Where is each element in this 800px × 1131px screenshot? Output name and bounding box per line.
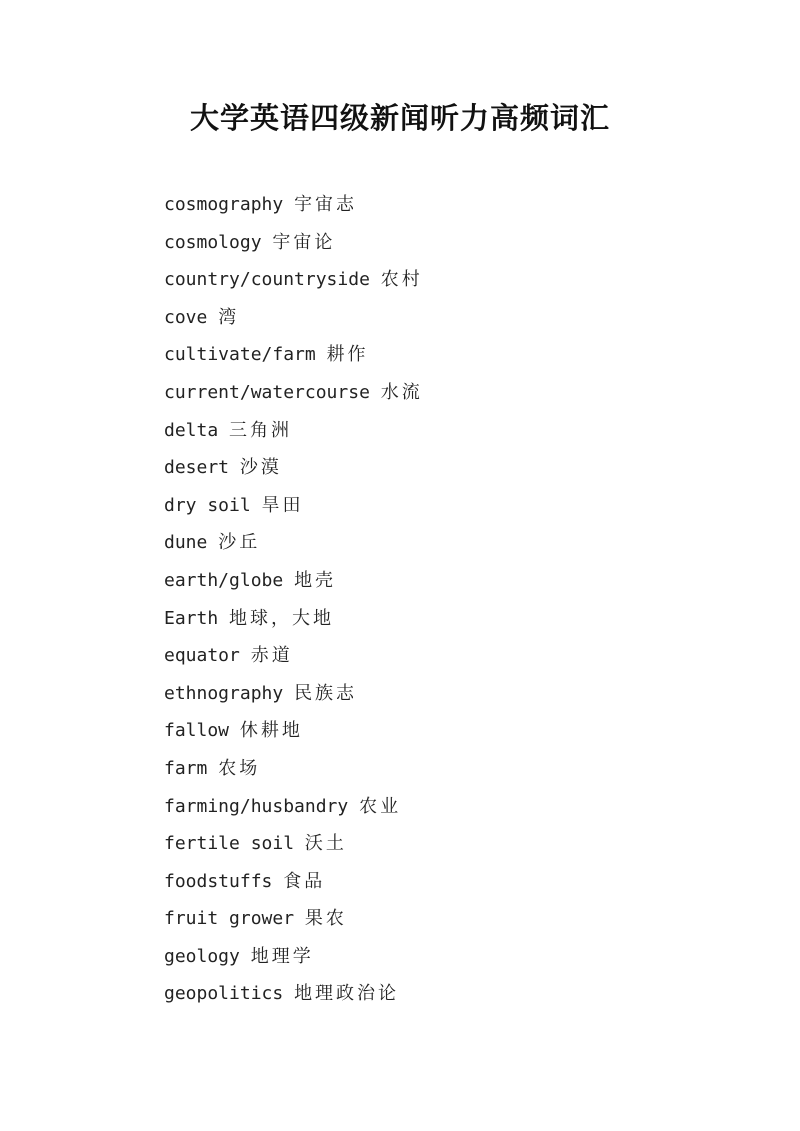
document-title: 大学英语四级新闻听力高频词汇: [189, 101, 610, 135]
vocab-term: farming/husbandry: [164, 795, 349, 817]
vocab-entry: [164, 374, 423, 412]
vocab-term: cosmography: [164, 194, 284, 215]
vocab-term: country/countryside: [164, 269, 370, 291]
vocab-entry: [164, 412, 423, 450]
vocab-entry: [164, 975, 423, 1013]
vocab-entry: [164, 487, 423, 525]
vocab-term: current/watercourse: [164, 381, 370, 403]
vocab-meaning: 地球，大地: [229, 607, 335, 629]
vocab-term: farm: [164, 757, 208, 779]
vocab-term: cultivate/farm: [164, 344, 316, 366]
vocab-meaning: 休耕地: [239, 720, 303, 742]
vocab-meaning: 湾: [218, 306, 240, 328]
vocab-meaning: 三角洲: [229, 419, 293, 441]
vocab-meaning: 果农: [304, 908, 347, 930]
vocab-term: foodstuffs: [164, 870, 273, 892]
vocab-term: delta: [164, 419, 219, 441]
vocab-term: cove: [164, 306, 208, 328]
vocab-meaning: 赤道: [250, 645, 293, 667]
vocab-meaning: 沙漠: [239, 457, 282, 479]
vocab-entry: [164, 562, 423, 600]
vocab-entry: [164, 825, 423, 863]
vocab-meaning: 食品: [283, 870, 326, 892]
vocab-meaning: 民族志: [294, 682, 358, 704]
vocab-term: fertile soil: [164, 833, 295, 855]
vocab-meaning: 旱田: [261, 494, 304, 516]
vocab-entry: [164, 224, 423, 262]
vocab-term: ethnography: [164, 682, 284, 704]
vocab-entry: [164, 299, 423, 337]
vocab-meaning: 宇宙志: [294, 194, 358, 215]
vocab-term: fruit grower: [164, 908, 295, 930]
vocab-meaning: 农村: [380, 269, 423, 291]
vocab-entry: [164, 186, 423, 224]
vocab-meaning: 耕作: [326, 344, 369, 366]
vocab-meaning: 沙丘: [218, 532, 261, 554]
vocab-term: equator: [164, 645, 240, 667]
vocab-meaning: 沃土: [304, 833, 347, 855]
vocab-term: geopolitics: [164, 983, 284, 1005]
vocab-entry: [164, 675, 423, 713]
vocab-meaning: 地理学: [250, 945, 314, 967]
vocab-entry: [164, 449, 423, 487]
vocab-meaning: 宇宙论: [272, 231, 336, 253]
vocab-term: dune: [164, 532, 208, 554]
vocab-entry: [164, 750, 423, 788]
vocab-term: geology: [164, 945, 240, 967]
vocab-term: desert: [164, 457, 230, 479]
vocab-entry: [164, 938, 423, 976]
vocab-entry: [164, 712, 423, 750]
vocab-term: fallow: [164, 720, 230, 742]
vocab-term: dry soil: [164, 494, 251, 516]
vocab-entry: [164, 261, 423, 299]
vocab-entry: [164, 637, 423, 675]
vocabulary-list: [164, 186, 423, 1013]
vocab-entry: [164, 900, 423, 938]
vocab-term: Earth: [164, 607, 219, 629]
vocab-entry: [164, 336, 423, 374]
vocab-meaning: 地壳: [294, 569, 337, 591]
vocab-entry: [164, 788, 423, 826]
vocab-meaning: 水流: [380, 381, 423, 403]
vocab-entry: [164, 863, 423, 901]
vocab-meaning: 地理政治论: [294, 983, 400, 1005]
vocab-entry: [164, 524, 423, 562]
vocab-entry: [164, 600, 423, 638]
vocab-meaning: 农场: [218, 757, 261, 779]
vocab-meaning: 农业: [359, 795, 402, 817]
vocab-term: cosmology: [164, 231, 262, 253]
vocab-term: earth/globe: [164, 569, 284, 591]
